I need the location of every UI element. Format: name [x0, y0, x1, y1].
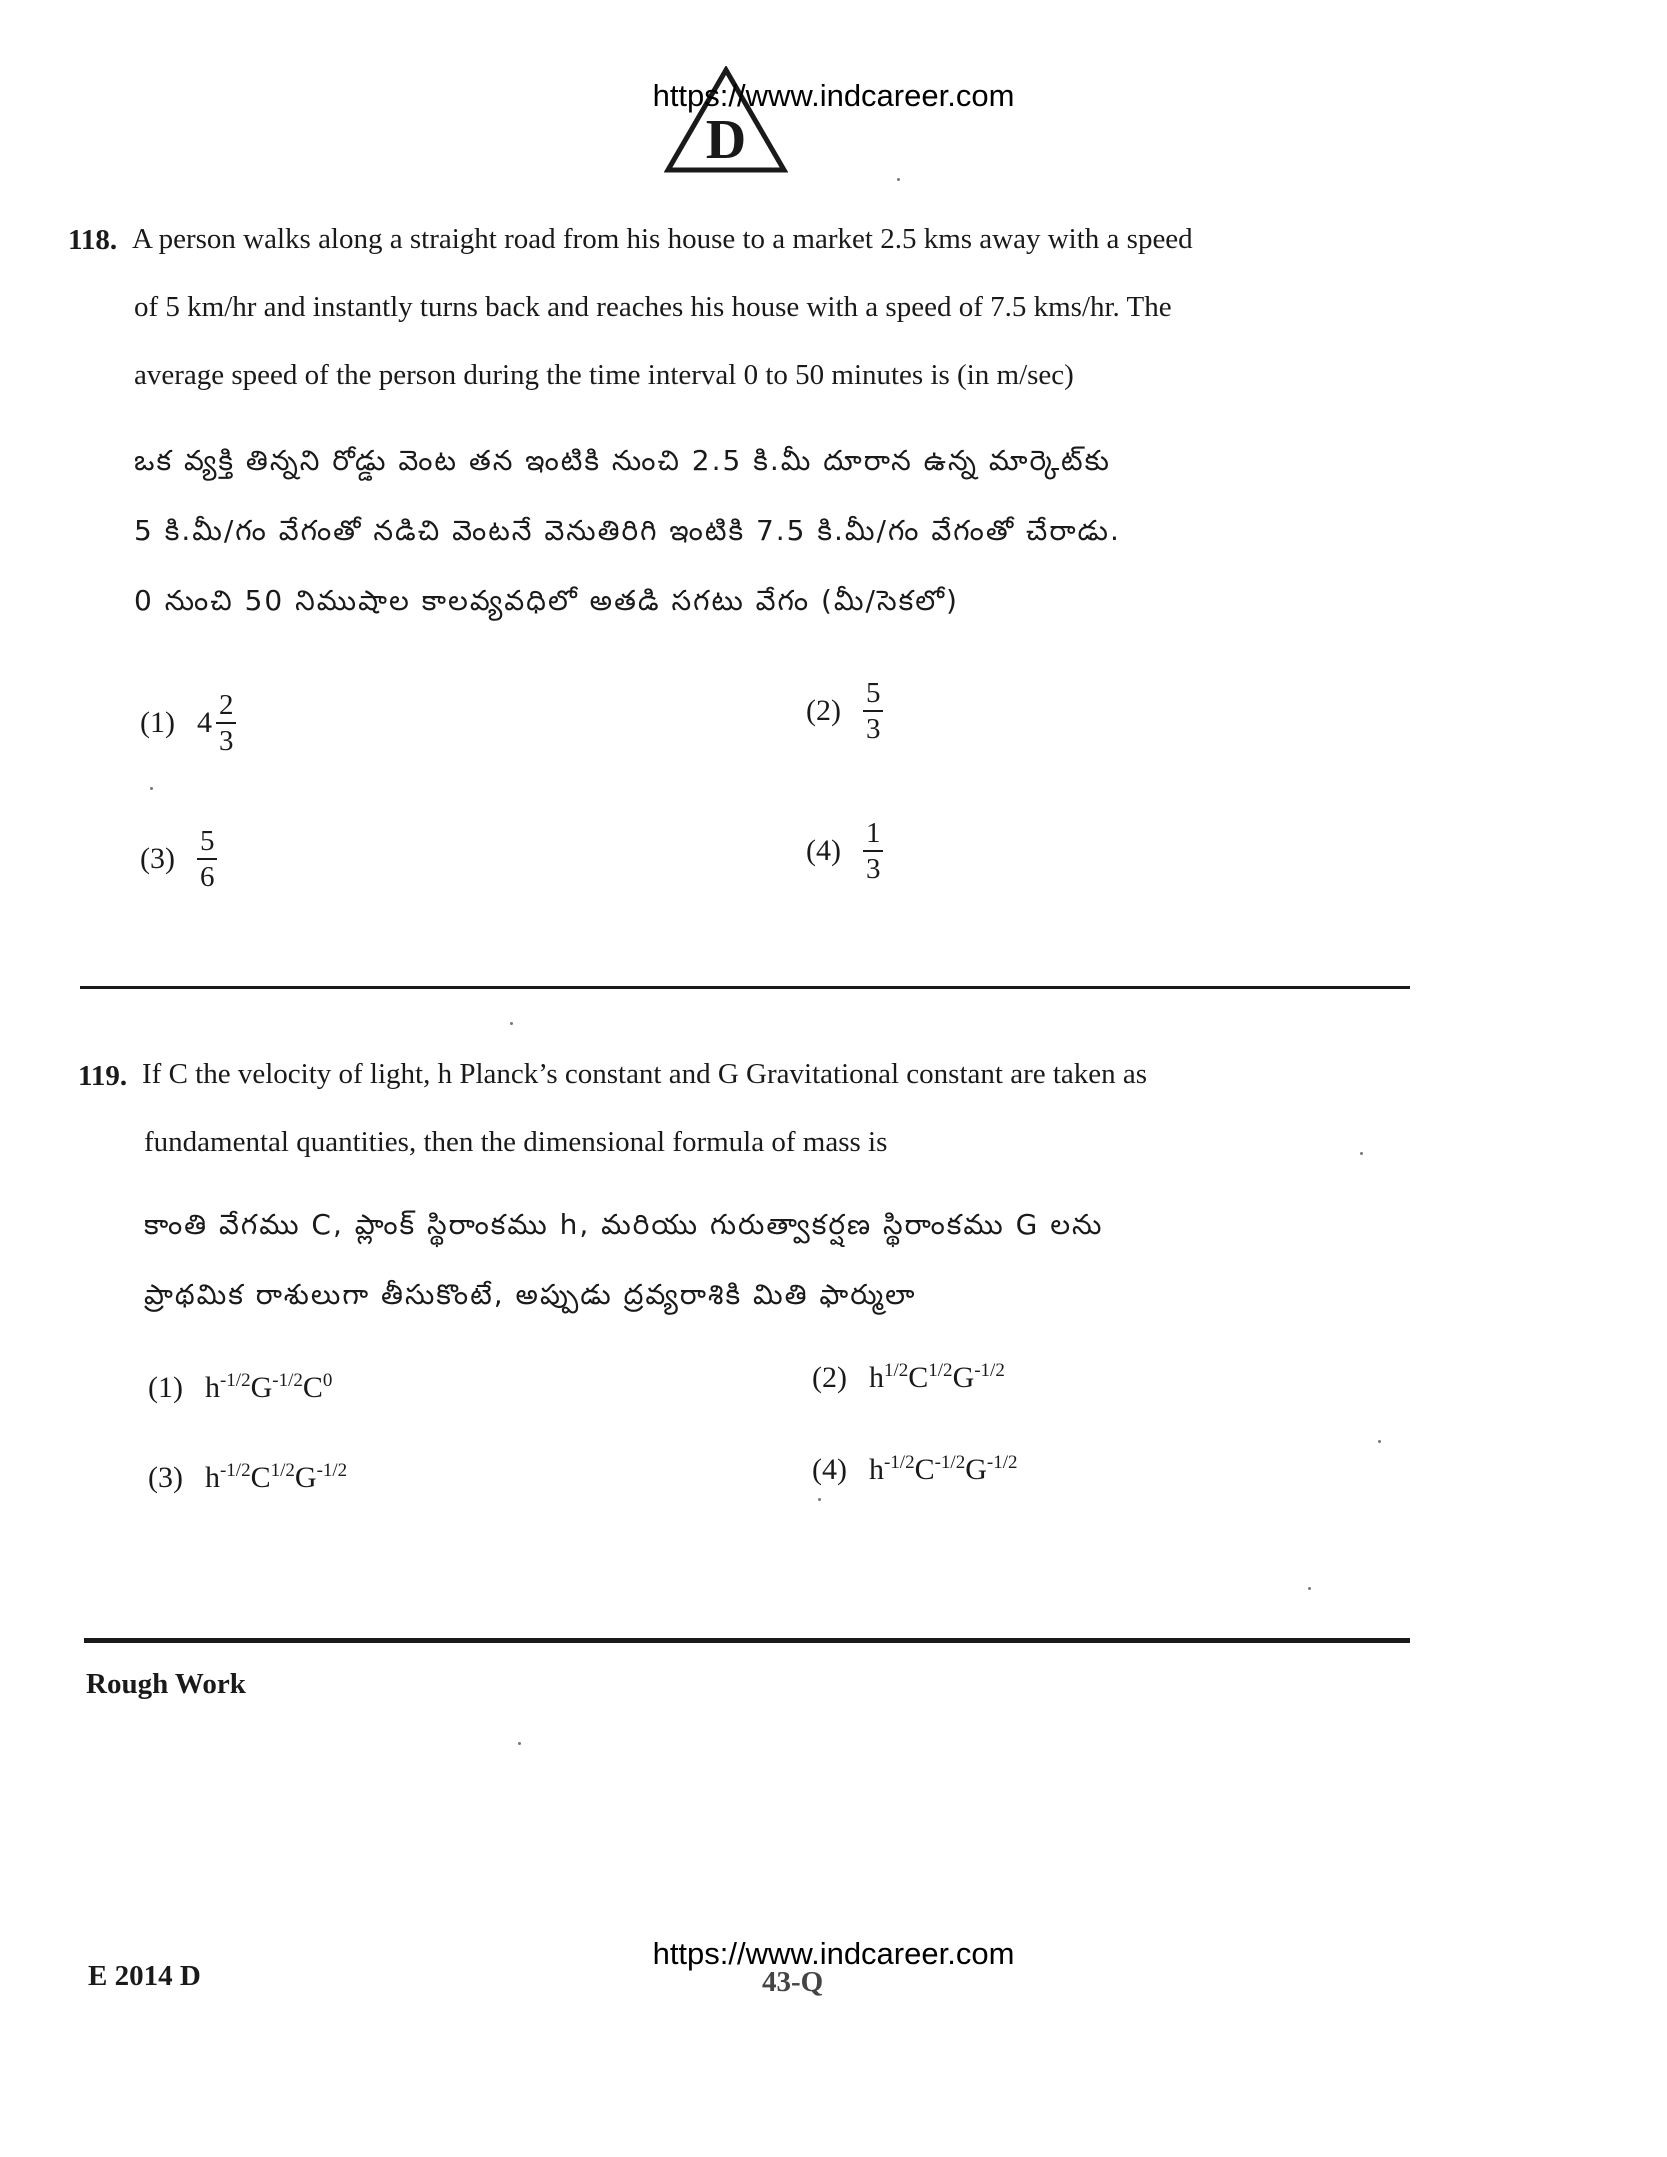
question-118-telugu-line-2: 5 కి.మీ/గం వేగంతో నడిచి వెంటనే వెనుతిరిగి ఇంటికి 7.5 కి.మీ/గం వేగంతో చేరాడు.	[134, 514, 1121, 547]
q118-option-2[interactable]	[806, 678, 883, 745]
fraction-numerator: 5	[863, 678, 884, 712]
question-119-telugu	[144, 1190, 1414, 1330]
formula-base: G	[965, 1453, 987, 1486]
option-label: (3)	[140, 842, 175, 876]
q119-option-1[interactable]	[148, 1370, 332, 1405]
q119-option-3[interactable]	[148, 1460, 347, 1495]
formula-exponent: 1/2	[883, 1360, 909, 1381]
watermark-top-url: https://www.indcareer.com	[652, 78, 1015, 113]
formula-exponent: 1/2	[270, 1460, 295, 1481]
scan-speck	[150, 787, 153, 790]
separator-line-thick	[84, 1638, 1410, 1643]
option-value	[863, 818, 884, 885]
question-119-english	[144, 1040, 1404, 1176]
fraction-numerator: 1	[863, 818, 884, 852]
formula-base: h	[204, 1461, 220, 1494]
option-value	[863, 678, 884, 745]
question-119-number: 119.	[78, 1060, 128, 1092]
question-119-telugu-line-2: ప్రాథమిక రాశులుగా తీసుకొంటే, అప్పుడు ద్రవ్యరాశికి మితి ఫార్ములా	[144, 1278, 917, 1311]
q118-option-4[interactable]	[806, 818, 883, 885]
rough-work-heading: Rough Work	[86, 1668, 246, 1700]
dimensional-formula	[205, 1370, 332, 1405]
formula-exponent: -1/2	[219, 1370, 251, 1391]
formula-exponent: -1/2	[986, 1452, 1018, 1473]
q118-option-1[interactable]	[140, 690, 236, 757]
watermark-bottom-url: https://www.indcareer.com	[652, 1936, 1015, 1971]
scan-speck	[897, 178, 900, 181]
dimensional-formula	[869, 1452, 1018, 1487]
option-label: (1)	[140, 706, 175, 740]
question-118-line-3: average speed of the person during the time interval 0 to 50 minutes is (in m/sec)	[134, 359, 1074, 391]
mixed-whole: 4	[196, 706, 212, 740]
formula-base: C	[914, 1453, 935, 1486]
option-value	[197, 826, 218, 893]
formula-base: C	[908, 1361, 929, 1394]
formula-base: G	[250, 1371, 273, 1404]
scan-speck	[1378, 1440, 1381, 1443]
question-119-telugu-line-1: కాంతి వేగము C, ప్లాంక్ స్థిరాంకము h, మరియు గురుత్వాకర్షణ స్థిరాంకము G లను	[144, 1208, 1104, 1241]
formula-base: h	[204, 1371, 220, 1404]
option-value	[197, 690, 237, 757]
q118-option-3[interactable]	[140, 826, 217, 893]
fraction-denominator: 3	[865, 853, 881, 886]
fraction-numerator: 5	[197, 826, 218, 860]
scan-speck	[818, 1498, 821, 1501]
question-118-telugu-line-3: 0 నుంచి 50 నిముషాల కాలవ్యవధిలో అతడి సగటు వేగం (మీ/సెకలో)	[134, 584, 959, 617]
footer-page-number: 43-Q	[762, 1966, 824, 1998]
formula-exponent: -1/2	[934, 1452, 966, 1473]
option-label: (2)	[806, 694, 841, 728]
formula-exponent: -1/2	[974, 1360, 1005, 1381]
question-118-telugu-line-1: ఒక వ్యక్తి తిన్నని రోడ్డు వెంట తన ఇంటికి నుంచి 2.5 కి.మీ దూరాన ఉన్న మార్కెట్‌కు	[134, 444, 1111, 477]
q119-option-2[interactable]	[812, 1360, 1005, 1395]
formula-exponent: -1/2	[316, 1460, 348, 1481]
formula-exponent: 0	[322, 1370, 333, 1391]
separator-line	[80, 986, 1410, 989]
formula-exponent: -1/2	[272, 1370, 303, 1391]
option-label: (1)	[148, 1370, 183, 1404]
formula-exponent: -1/2	[883, 1452, 915, 1473]
question-118-line-2: of 5 km/hr and instantly turns back and reaches his house with a speed of 7.5 kms/hr. The	[134, 291, 1172, 323]
fraction-denominator: 3	[865, 713, 881, 746]
formula-exponent: -1/2	[219, 1460, 251, 1481]
formula-base: C	[250, 1461, 271, 1494]
scan-speck	[518, 1742, 521, 1745]
option-label: (4)	[812, 1452, 847, 1486]
formula-exponent: 1/2	[928, 1360, 953, 1381]
fraction-denominator: 6	[199, 861, 215, 894]
formula-base: C	[302, 1371, 323, 1404]
footer-exam-code: E 2014 D	[88, 1960, 201, 1992]
formula-base: h	[868, 1361, 884, 1394]
formula-base: G	[952, 1361, 975, 1394]
option-label: (4)	[806, 834, 841, 868]
fraction-numerator: 2	[216, 690, 237, 724]
formula-base: G	[294, 1461, 317, 1494]
question-118-english	[134, 205, 1394, 409]
fraction-denominator: 3	[218, 725, 234, 758]
option-label: (3)	[148, 1460, 183, 1494]
q119-option-4[interactable]	[812, 1452, 1018, 1487]
question-118-line-1: A person walks along a straight road from his house to a market 2.5 kms away with a speed	[132, 223, 1193, 255]
scan-speck	[1360, 1152, 1363, 1155]
set-code: D	[705, 109, 747, 171]
question-119-line-1: If C the velocity of light, h Planck’s constant and G Gravitational constant are taken as	[142, 1058, 1148, 1090]
option-label: (2)	[812, 1360, 847, 1394]
formula-base: h	[868, 1453, 884, 1486]
scan-speck	[1308, 1587, 1311, 1590]
scan-speck	[510, 1022, 513, 1025]
dimensional-formula	[205, 1460, 347, 1495]
question-118-number: 118.	[68, 224, 118, 256]
question-119-line-2: fundamental quantities, then the dimensional formula of mass is	[144, 1126, 888, 1158]
dimensional-formula	[869, 1360, 1005, 1395]
question-118-telugu	[134, 426, 1404, 636]
